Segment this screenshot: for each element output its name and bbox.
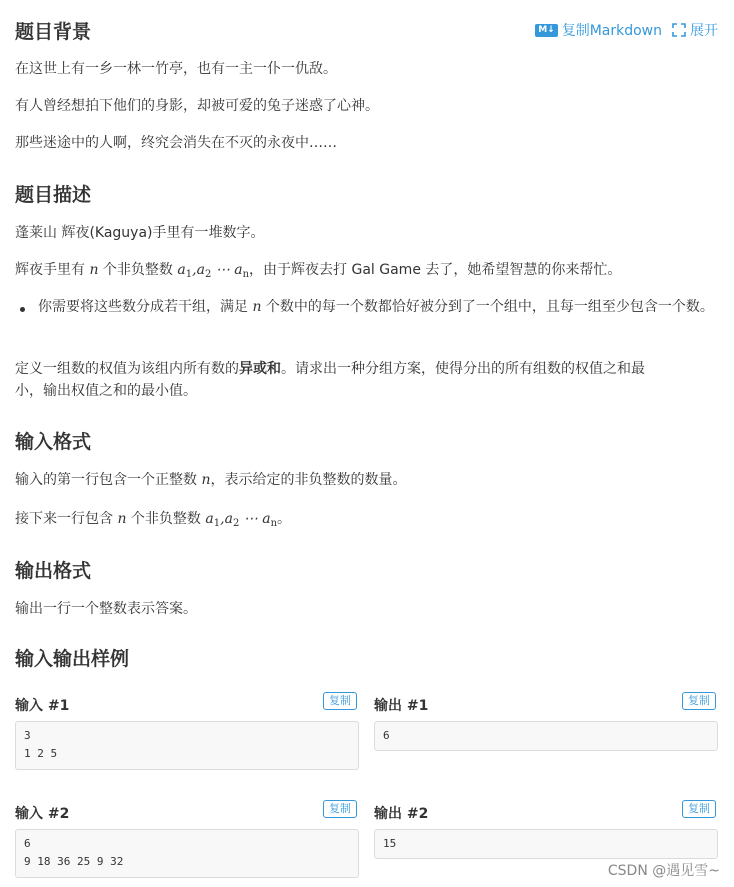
math-sub: 1 (213, 518, 221, 529)
expand-link[interactable] (672, 20, 718, 40)
copy-markdown-label: 复制Markdown (561, 23, 662, 39)
in-p2-post: 。 (277, 511, 292, 527)
math-n: n (117, 511, 127, 527)
input-format-paragraph-2 (15, 508, 291, 535)
math-a: a (196, 262, 205, 278)
description-paragraph-1: 蓬莱山 辉夜(Kaguya)手里有一堆数字。 (15, 225, 265, 241)
in-p2-mid: 个非负整数 (126, 511, 206, 527)
input-format-paragraph-1 (15, 469, 406, 491)
expand-icon (672, 23, 686, 37)
math-a: a (177, 262, 186, 278)
csdn-watermark: CSDN @遇见雪~ (607, 863, 720, 879)
math-a: a (205, 511, 214, 527)
background-paragraph-3: 那些迷途中的人啊，终究会消失在不灭的永夜中…… (15, 135, 337, 151)
sample-1-output-copy-button[interactable]: 复制 (682, 692, 716, 710)
sample-2-input-copy-button[interactable]: 复制 (323, 800, 357, 818)
description-paragraph-3-line-2: 小，输出权值之和的最小值。 (15, 383, 197, 399)
sample-1-input-copy-button[interactable]: 复制 (323, 692, 357, 710)
bullet-pre: 你需要将这些数分成若干组，满足 (38, 299, 253, 315)
math-comma: , (192, 262, 197, 278)
in-p2-pre: 接下来一行包含 (15, 511, 118, 527)
math-sub: n (270, 518, 278, 529)
sample-2-input-label: 输入 #2 (15, 806, 70, 822)
background-title: 题目背景 (15, 21, 92, 43)
math-dots: ⋯ (239, 511, 263, 527)
description-bullet (38, 296, 723, 318)
math-n: n (89, 262, 99, 278)
in-p1-pre: 输入的第一行包含一个正整数 (15, 472, 202, 488)
description-paragraph-3 (15, 358, 645, 380)
output-format-paragraph-1: 输出一行一个整数表示答案。 (15, 601, 197, 617)
description-title: 题目描述 (15, 184, 92, 206)
desc-p2-mid: 个非负整数 (98, 262, 178, 278)
math-sub: 1 (185, 269, 193, 280)
math-n: n (201, 472, 211, 488)
sample-2-output-label: 输出 #2 (374, 806, 429, 822)
sample-2-output-copy-button[interactable]: 复制 (682, 800, 716, 818)
description-paragraph-2 (15, 259, 621, 286)
desc-p2-post: ，由于辉夜去打 Gal Game 去了，她希望智慧的你来帮忙。 (249, 262, 622, 278)
desc-p3-post: 。请求出一种分组方案，使得分出的所有组数的权值之和最 (281, 361, 645, 377)
desc-p3-pre: 定义一组数的权值为该组内所有数的 (15, 361, 239, 377)
math-sub: 2 (204, 269, 212, 280)
sample-1-output-label: 输出 #1 (374, 698, 429, 714)
math-n: n (252, 299, 262, 315)
math-sequence (205, 511, 277, 527)
sample-2-input-box[interactable]: 6 9 18 36 25 9 32 (15, 829, 359, 878)
toolbar (535, 20, 718, 40)
math-sub: n (242, 269, 250, 280)
sample-2-output-box[interactable]: 15 (374, 829, 718, 859)
expand-label: 展开 (690, 23, 718, 39)
desc-p3-bold: 异或和 (239, 361, 281, 377)
math-sequence (177, 262, 249, 278)
sample-1-output-box[interactable]: 6 (374, 721, 718, 751)
bullet-post: 个数中的每一个数都恰好被分到了一个组中，且每一组至少包含一个数。 (261, 299, 714, 315)
math-a: a (262, 511, 271, 527)
math-dots: ⋯ (211, 262, 235, 278)
background-paragraph-1: 在这世上有一乡一林一竹亭，也有一主一仆一仇敌。 (15, 61, 337, 77)
math-sub: 2 (232, 518, 240, 529)
math-comma: , (220, 511, 225, 527)
math-a: a (234, 262, 243, 278)
bullet-dot (20, 307, 25, 312)
samples-title: 输入输出样例 (15, 648, 130, 670)
sample-1-input-box[interactable]: 3 1 2 5 (15, 721, 359, 770)
desc-p2-pre: 辉夜手里有 (15, 262, 90, 278)
background-paragraph-2: 有人曾经想拍下他们的身影，却被可爱的兔子迷惑了心神。 (15, 98, 379, 114)
input-format-title: 输入格式 (15, 431, 92, 453)
output-format-title: 输出格式 (15, 560, 92, 582)
markdown-icon: M↓ (535, 24, 558, 37)
copy-markdown-link[interactable] (535, 20, 662, 40)
math-a: a (224, 511, 233, 527)
sample-1-input-label: 输入 #1 (15, 698, 70, 714)
in-p1-post: ，表示给定的非负整数的数量。 (210, 472, 407, 488)
